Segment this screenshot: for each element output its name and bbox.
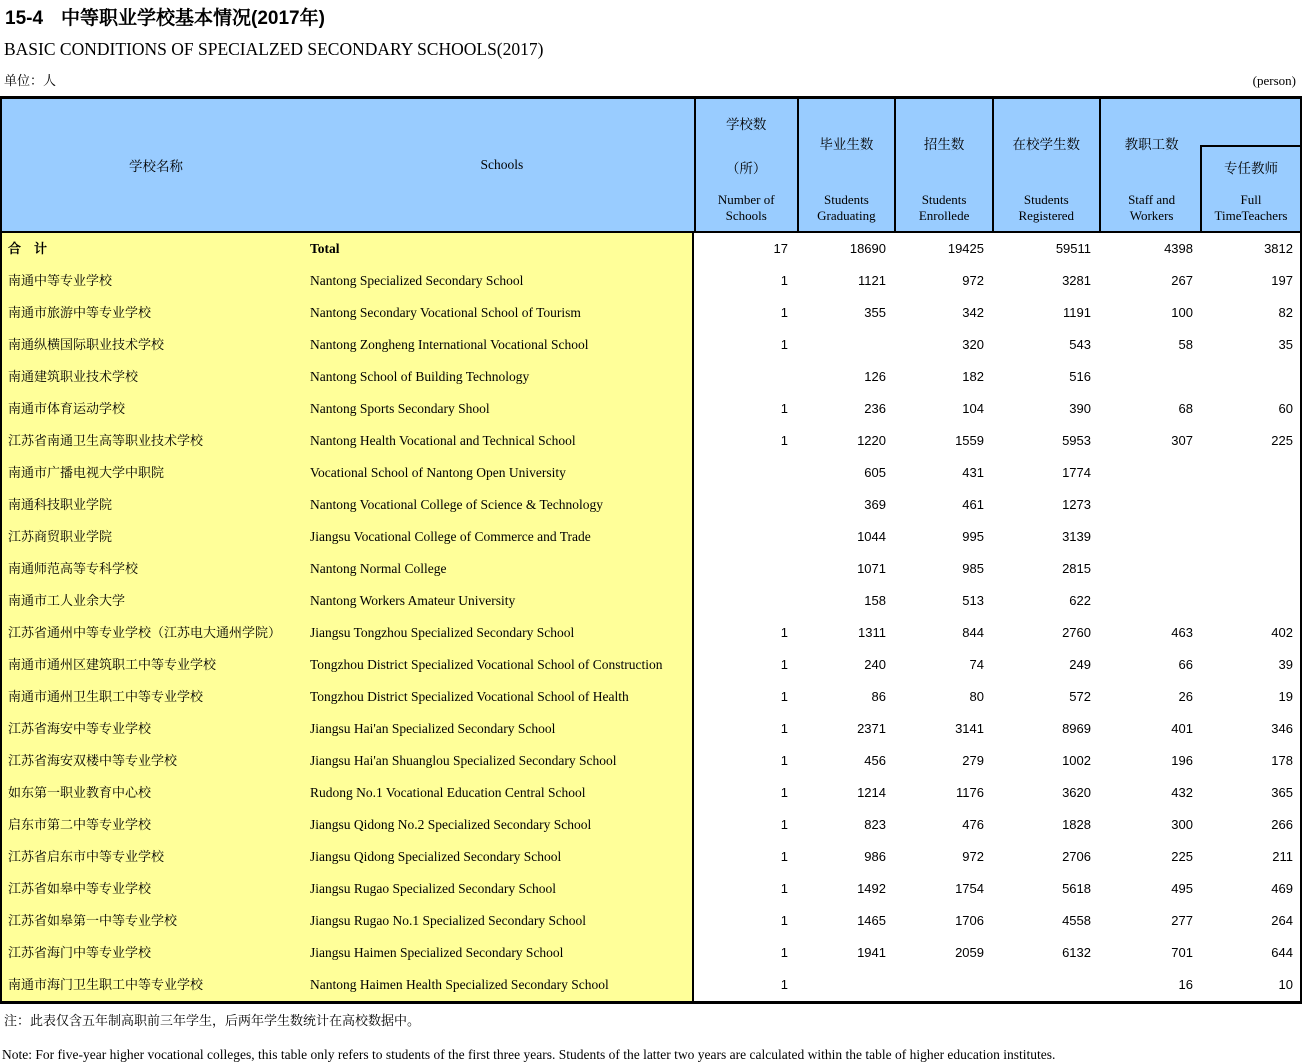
cell-students-enrolled: 2059 [893,937,991,969]
cell-full-time-teachers: 264 [1200,905,1300,937]
cell-staff-and-workers: 432 [1098,777,1200,809]
cell-students-registered: 516 [991,361,1098,393]
cell-staff-and-workers: 66 [1098,649,1200,681]
cell-students-registered: 1774 [991,457,1098,489]
cell-staff-and-workers: 307 [1098,425,1200,457]
cell-students-graduating: 1220 [795,425,893,457]
cell-students-graduating: 605 [795,457,893,489]
table-row [2,617,1300,649]
cell-full-time-teachers: 82 [1200,297,1300,329]
cell-staff-and-workers [1098,553,1200,585]
cell-students-enrolled: 476 [893,809,991,841]
school-name-zh: 南通市通州卫生职工中等专业学校 [2,681,310,713]
cell-students-enrolled [893,969,991,1001]
cell-number-of-schools: 1 [692,393,795,425]
cell-students-registered [991,969,1098,1001]
cell-full-time-teachers: 346 [1200,713,1300,745]
cell-full-time-teachers: 225 [1200,425,1300,457]
cell-students-enrolled: 182 [893,361,991,393]
cell-students-enrolled: 342 [893,297,991,329]
cell-staff-and-workers: 26 [1098,681,1200,713]
cell-students-registered: 1828 [991,809,1098,841]
cell-full-time-teachers: 19 [1200,681,1300,713]
school-name-zh: 南通市旅游中等专业学校 [2,297,310,329]
school-name-en: Tongzhou District Specialized Vocational School of Health [310,681,692,713]
cell-students-enrolled: 513 [893,585,991,617]
table-row [2,361,1300,393]
cell-students-enrolled: 1176 [893,777,991,809]
table-row [2,521,1300,553]
cell-number-of-schools: 1 [692,425,795,457]
col-header-full-time-teachers: 专任教师 Full TimeTeachers [1200,145,1300,231]
cell-staff-and-workers: 196 [1098,745,1200,777]
table-row [2,489,1300,521]
table-row [2,969,1300,1001]
cell-number-of-schools: 1 [692,297,795,329]
cell-students-enrolled: 972 [893,841,991,873]
cell-students-graduating: 456 [795,745,893,777]
cell-staff-and-workers: 68 [1098,393,1200,425]
data-table [0,96,1302,1004]
table-row [2,585,1300,617]
col-header-graduating: 毕业生数 Students Graduating [797,99,895,231]
cell-students-registered: 3620 [991,777,1098,809]
school-name-zh: 南通市海门卫生职工中等专业学校 [2,969,310,1001]
table-row [2,681,1300,713]
cell-students-graduating: 823 [795,809,893,841]
school-name-en: Nantong Sports Secondary Shool [310,393,692,425]
col-header-schools-zh: 学校名称 [129,159,183,174]
cell-students-registered: 4558 [991,905,1098,937]
unit-label-en: (person) [1252,73,1296,88]
cell-full-time-teachers [1200,521,1300,553]
cell-number-of-schools: 1 [692,809,795,841]
cell-students-registered: 249 [991,649,1098,681]
cell-number-of-schools: 1 [692,969,795,1001]
table-row [2,809,1300,841]
school-name-zh: 合 计 [2,233,310,265]
cell-students-graduating: 1941 [795,937,893,969]
cell-students-registered: 8969 [991,713,1098,745]
cell-students-graduating: 1311 [795,617,893,649]
cell-students-enrolled: 972 [893,265,991,297]
cell-students-registered: 6132 [991,937,1098,969]
cell-full-time-teachers: 365 [1200,777,1300,809]
cell-staff-and-workers: 16 [1098,969,1200,1001]
school-name-zh: 江苏省如皋第一中等专业学校 [2,905,310,937]
table-row [2,937,1300,969]
cell-full-time-teachers: 60 [1200,393,1300,425]
school-name-zh: 江苏省南通卫生高等职业技术学校 [2,425,310,457]
cell-staff-and-workers: 277 [1098,905,1200,937]
table-row [2,649,1300,681]
school-name-zh: 江苏省启东市中等专业学校 [2,841,310,873]
cell-staff-and-workers [1098,361,1200,393]
table-row [2,553,1300,585]
cell-students-registered: 2760 [991,617,1098,649]
cell-staff-and-workers [1098,521,1200,553]
cell-staff-and-workers: 267 [1098,265,1200,297]
school-name-en: Jiangsu Haimen Specialized Secondary School [310,937,692,969]
cell-students-enrolled: 104 [893,393,991,425]
col-header-enrolled: 招生数 Students Enrollede [894,99,992,231]
table-row [2,905,1300,937]
cell-students-graduating [795,969,893,1001]
school-name-zh: 南通市通州区建筑职工中等专业学校 [2,649,310,681]
title-chinese: 中等职业学校基本情况(2017年) [61,8,325,29]
cell-students-graduating: 126 [795,361,893,393]
school-name-en: Jiangsu Rugao No.1 Specialized Secondary School [310,905,692,937]
school-name-en: Nantong Zongheng International Vocational School [310,329,692,361]
cell-students-registered: 2815 [991,553,1098,585]
note-chinese: 注：此表仅含五年制高职前三年学生，后两年学生数统计在高校数据中。 [4,1013,421,1028]
cell-number-of-schools: 17 [692,233,795,265]
cell-number-of-schools: 1 [692,937,795,969]
col-header-schools-en: Schools [480,157,524,172]
cell-number-of-schools [692,521,795,553]
cell-number-of-schools: 1 [692,841,795,873]
cell-full-time-teachers [1200,489,1300,521]
cell-students-enrolled: 19425 [893,233,991,265]
table-row [2,393,1300,425]
cell-students-registered: 5618 [991,873,1098,905]
col-header-schools [2,99,694,231]
school-name-zh: 江苏省如皋中等专业学校 [2,873,310,905]
cell-students-enrolled: 844 [893,617,991,649]
cell-students-graduating: 1044 [795,521,893,553]
col-header-staff-workers: 教职工数 Staff and Workers [1124,137,1179,223]
cell-students-enrolled: 80 [893,681,991,713]
table-row [2,425,1300,457]
table-body [2,233,1300,1001]
table-row [2,841,1300,873]
cell-number-of-schools [692,585,795,617]
cell-staff-and-workers: 225 [1098,841,1200,873]
school-name-en: Total [310,233,692,265]
school-name-en: Jiangsu Hai'an Shuanglou Specialized Secondary School [310,745,692,777]
school-name-en: Jiangsu Tongzhou Specialized Secondary School [310,617,692,649]
cell-students-graduating [795,329,893,361]
col-header-staff-group [1099,99,1300,231]
cell-full-time-teachers: 469 [1200,873,1300,905]
yearbook-page [0,7,1302,1064]
table-row [2,329,1300,361]
cell-staff-and-workers [1098,489,1200,521]
school-name-en: Nantong Health Vocational and Technical School [310,425,692,457]
school-name-zh: 南通建筑职业技术学校 [2,361,310,393]
school-name-zh: 南通师范高等专科学校 [2,553,310,585]
school-name-en: Jiangsu Hai'an Specialized Secondary School [310,713,692,745]
cell-number-of-schools: 1 [692,265,795,297]
cell-number-of-schools: 1 [692,905,795,937]
cell-staff-and-workers [1098,457,1200,489]
page-title [5,7,1302,31]
school-name-zh: 南通市体育运动学校 [2,393,310,425]
cell-students-enrolled: 985 [893,553,991,585]
cell-students-enrolled: 279 [893,745,991,777]
cell-students-graduating: 369 [795,489,893,521]
cell-students-registered: 572 [991,681,1098,713]
school-name-en: Jiangsu Vocational College of Commerce and Trade [310,521,692,553]
col-header-registered: 在校学生数 Students Registered [992,99,1099,231]
cell-number-of-schools: 1 [692,329,795,361]
cell-full-time-teachers: 10 [1200,969,1300,1001]
unit-label-zh: 单位：人 [4,73,57,88]
table-row [2,873,1300,905]
cell-students-enrolled: 320 [893,329,991,361]
school-name-en: Rudong No.1 Vocational Education Central School [310,777,692,809]
school-name-zh: 南通科技职业学院 [2,489,310,521]
school-name-zh: 江苏商贸职业学院 [2,521,310,553]
unit-row [4,73,1296,89]
cell-students-registered: 543 [991,329,1098,361]
cell-students-registered: 3139 [991,521,1098,553]
cell-students-enrolled: 1754 [893,873,991,905]
school-name-zh: 江苏省海安双楼中等专业学校 [2,745,310,777]
cell-students-registered: 390 [991,393,1098,425]
cell-students-enrolled: 3141 [893,713,991,745]
cell-full-time-teachers [1200,585,1300,617]
cell-students-graduating: 1465 [795,905,893,937]
cell-students-enrolled: 461 [893,489,991,521]
school-name-en: Vocational School of Nantong Open University [310,457,692,489]
cell-students-enrolled: 995 [893,521,991,553]
cell-number-of-schools: 1 [692,873,795,905]
cell-staff-and-workers: 495 [1098,873,1200,905]
school-name-zh: 南通中等专业学校 [2,265,310,297]
school-name-en: Jiangsu Rugao Specialized Secondary School [310,873,692,905]
cell-full-time-teachers: 197 [1200,265,1300,297]
cell-students-registered: 1273 [991,489,1098,521]
school-name-en: Nantong School of Building Technology [310,361,692,393]
cell-students-enrolled: 74 [893,649,991,681]
cell-number-of-schools [692,457,795,489]
school-name-en: Nantong Workers Amateur University [310,585,692,617]
cell-full-time-teachers [1200,553,1300,585]
cell-full-time-teachers: 644 [1200,937,1300,969]
school-name-zh: 南通市广播电视大学中职院 [2,457,310,489]
cell-students-registered: 1002 [991,745,1098,777]
cell-students-registered: 5953 [991,425,1098,457]
cell-number-of-schools: 1 [692,617,795,649]
cell-students-graduating: 240 [795,649,893,681]
cell-students-graduating: 1121 [795,265,893,297]
cell-students-graduating: 986 [795,841,893,873]
cell-students-registered: 59511 [991,233,1098,265]
school-name-en: Nantong Haimen Health Specialized Secondary School [310,969,692,1001]
table-row [2,777,1300,809]
cell-students-graduating: 158 [795,585,893,617]
school-name-zh: 启东市第二中等专业学校 [2,809,310,841]
cell-students-registered: 1191 [991,297,1098,329]
cell-students-registered: 3281 [991,265,1098,297]
school-name-en: Nantong Specialized Secondary School [310,265,692,297]
cell-staff-and-workers: 300 [1098,809,1200,841]
cell-full-time-teachers: 178 [1200,745,1300,777]
school-name-zh: 南通纵横国际职业技术学校 [2,329,310,361]
title-english: BASIC CONDITIONS OF SPECIALZED SECONDARY SCHOOLS(2017) [4,39,544,59]
table-number: 15-4 [5,8,44,29]
cell-staff-and-workers [1098,585,1200,617]
cell-students-enrolled: 1559 [893,425,991,457]
col-header-number-of-schools: 学校数 （所） Number of Schools [694,99,797,231]
cell-students-graduating: 2371 [795,713,893,745]
cell-staff-and-workers: 58 [1098,329,1200,361]
table-row [2,265,1300,297]
cell-full-time-teachers: 35 [1200,329,1300,361]
table-header [2,99,1300,233]
cell-students-graduating: 355 [795,297,893,329]
school-name-zh: 如东第一职业教育中心校 [2,777,310,809]
cell-number-of-schools: 1 [692,649,795,681]
cell-students-registered: 2706 [991,841,1098,873]
school-name-en: Jiangsu Qidong Specialized Secondary School [310,841,692,873]
cell-staff-and-workers: 100 [1098,297,1200,329]
school-name-zh: 江苏省海门中等专业学校 [2,937,310,969]
cell-students-graduating: 18690 [795,233,893,265]
cell-full-time-teachers [1200,457,1300,489]
cell-number-of-schools: 1 [692,681,795,713]
cell-number-of-schools: 1 [692,745,795,777]
cell-students-graduating: 1492 [795,873,893,905]
cell-full-time-teachers: 39 [1200,649,1300,681]
table-row [2,713,1300,745]
cell-staff-and-workers: 701 [1098,937,1200,969]
school-name-en: Nantong Normal College [310,553,692,585]
cell-number-of-schools [692,553,795,585]
cell-staff-and-workers: 4398 [1098,233,1200,265]
school-name-zh: 江苏省通州中等专业学校（江苏电大通州学院） [2,617,310,649]
note-english: Note: For five-year higher vocational colleges, this table only refers to students of the first three years. Students of the latter two years are calculated within the table of higher education institutes. [2,1047,1056,1062]
cell-number-of-schools [692,489,795,521]
cell-students-graduating: 86 [795,681,893,713]
cell-full-time-teachers [1200,361,1300,393]
cell-students-graduating: 236 [795,393,893,425]
table-row [2,457,1300,489]
school-name-zh: 南通市工人业余大学 [2,585,310,617]
cell-full-time-teachers: 3812 [1200,233,1300,265]
cell-full-time-teachers: 402 [1200,617,1300,649]
school-name-en: Nantong Vocational College of Science & Technology [310,489,692,521]
cell-students-graduating: 1071 [795,553,893,585]
cell-students-registered: 622 [991,585,1098,617]
cell-full-time-teachers: 266 [1200,809,1300,841]
table-row [2,745,1300,777]
cell-full-time-teachers: 211 [1200,841,1300,873]
table-row [2,233,1300,265]
cell-number-of-schools [692,361,795,393]
school-name-en: Nantong Secondary Vocational School of Tourism [310,297,692,329]
school-name-zh: 江苏省海安中等专业学校 [2,713,310,745]
cell-staff-and-workers: 463 [1098,617,1200,649]
cell-number-of-schools: 1 [692,713,795,745]
school-name-en: Jiangsu Qidong No.2 Specialized Secondary School [310,809,692,841]
table-row [2,297,1300,329]
school-name-en: Tongzhou District Specialized Vocational School of Construction [310,649,692,681]
cell-number-of-schools: 1 [692,777,795,809]
cell-students-graduating: 1214 [795,777,893,809]
cell-students-enrolled: 1706 [893,905,991,937]
cell-students-enrolled: 431 [893,457,991,489]
cell-staff-and-workers: 401 [1098,713,1200,745]
